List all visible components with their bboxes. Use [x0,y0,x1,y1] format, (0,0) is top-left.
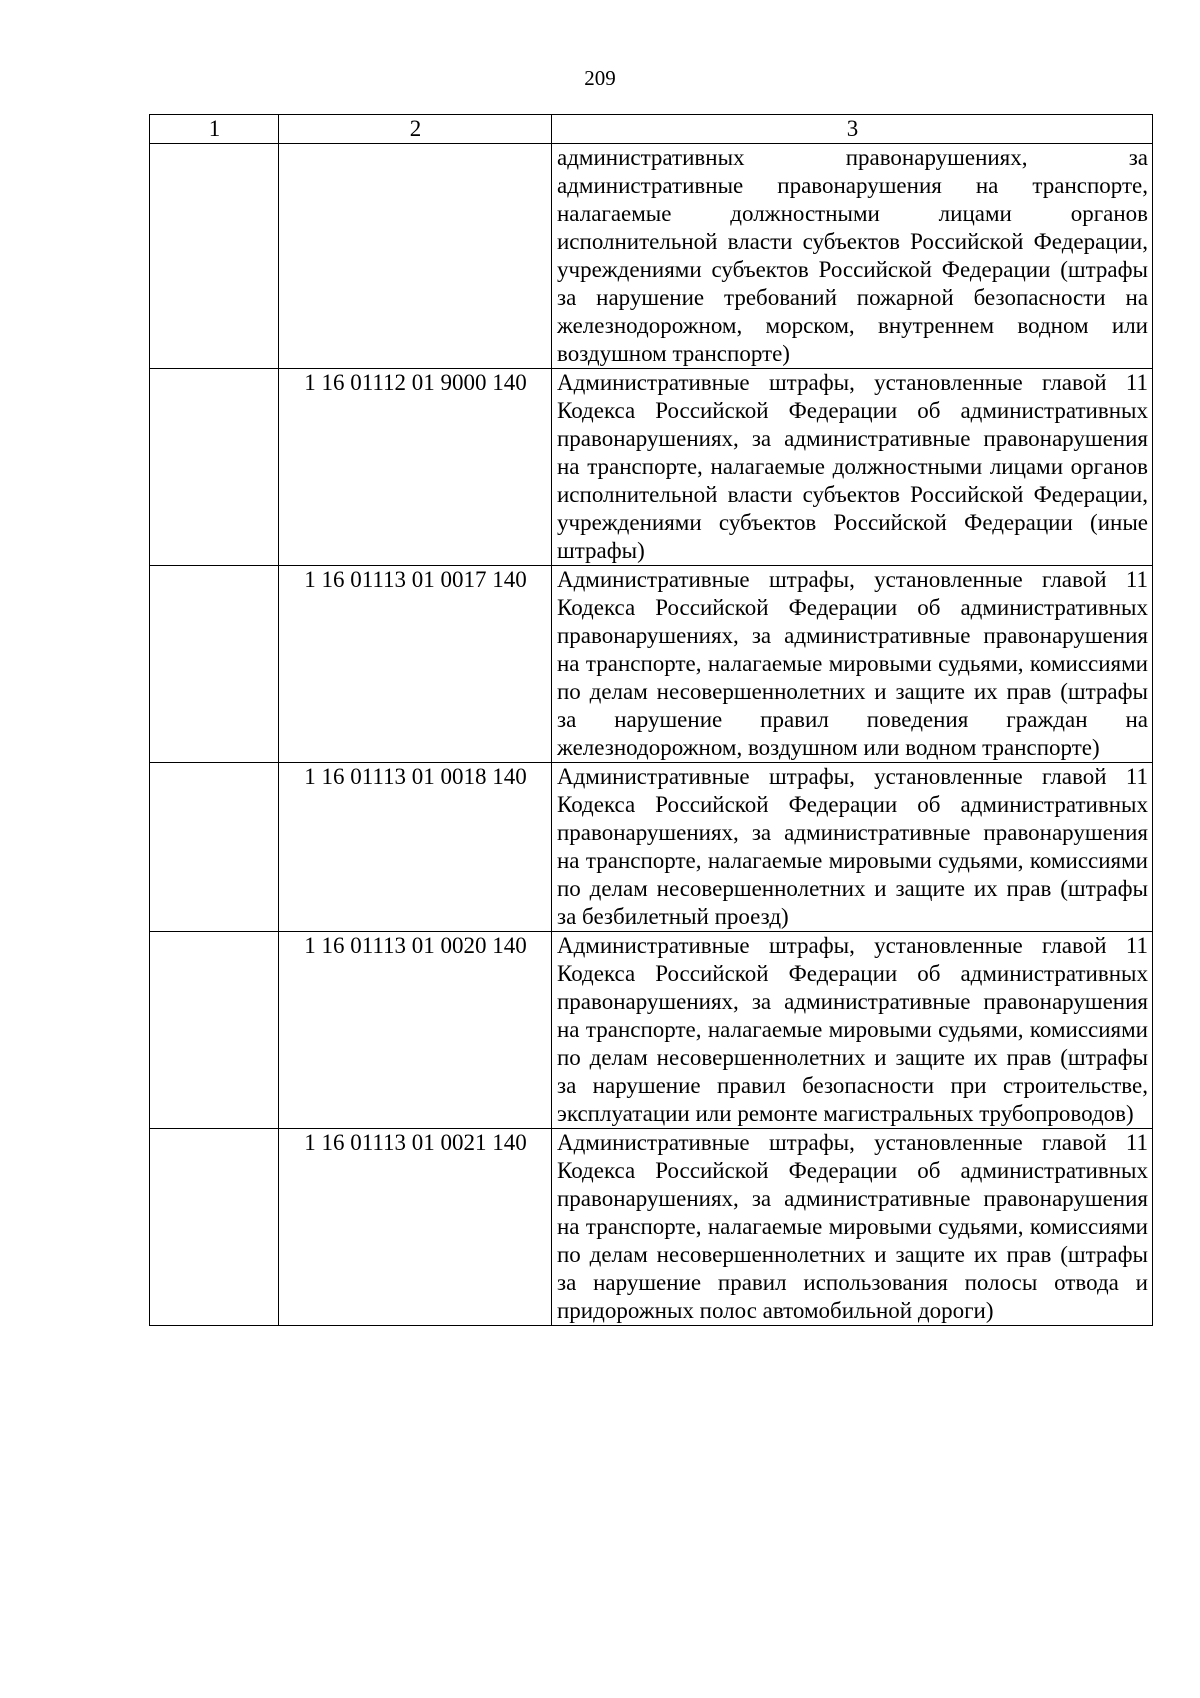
header-col-1: 1 [150,115,279,144]
table-row [150,369,1153,566]
row-col1-cell [150,763,279,932]
row-description-cell: Административные штрафы, установленные главой 11 Кодекса Российской Федерации об административных правонарушениях, за административные правонарушения на транспорте, налагаемые мировыми судьями, комиссиями по делам несовершеннолетних и защите их прав (штрафы за нарушение правил использования полосы отвода и придорожных полос автомобильной дороги) [552,1129,1153,1326]
table-row [150,1129,1153,1326]
table-row [150,932,1153,1129]
row-code-cell: 1 16 01113 01 0021 140 [279,1129,552,1326]
row-col1-cell [150,144,279,369]
header-col-3: 3 [552,115,1153,144]
row-code-cell: 1 16 01112 01 9000 140 [279,369,552,566]
budget-code-table [149,114,1153,1326]
row-description-cell: административных правонарушениях, за административные правонарушения на транспорте, налагаемые должностными лицами органов исполнительной власти субъектов Российской Федерации, учреждениями субъектов Российской Федерации (штрафы за нарушение требований пожарной безопасности на железнодорожном, морском, внутреннем водном или воздушном транспорте) [552,144,1153,369]
row-code-cell [279,144,552,369]
row-col1-cell [150,1129,279,1326]
table-row [150,763,1153,932]
row-code-cell: 1 16 01113 01 0017 140 [279,566,552,763]
row-col1-cell [150,369,279,566]
table-header-row [150,115,1153,144]
row-description-cell: Административные штрафы, установленные главой 11 Кодекса Российской Федерации об административных правонарушениях, за административные правонарушения на транспорте, налагаемые мировыми судьями, комиссиями по делам несовершеннолетних и защите их прав (штрафы за безбилетный проезд) [552,763,1153,932]
header-col-2: 2 [279,115,552,144]
row-code-cell: 1 16 01113 01 0020 140 [279,932,552,1129]
row-col1-cell [150,932,279,1129]
row-description-cell: Административные штрафы, установленные главой 11 Кодекса Российской Федерации об административных правонарушениях, за административные правонарушения на транспорте, налагаемые должностными лицами органов исполнительной власти субъектов Российской Федерации, учреждениями субъектов Российской Федерации (иные штрафы) [552,369,1153,566]
table-row [150,566,1153,763]
row-description-cell: Административные штрафы, установленные главой 11 Кодекса Российской Федерации об административных правонарушениях, за административные правонарушения на транспорте, налагаемые мировыми судьями, комиссиями по делам несовершеннолетних и защите их прав (штрафы за нарушение правил безопасности при строительстве, эксплуатации или ремонте магистральных трубопроводов) [552,932,1153,1129]
row-col1-cell [150,566,279,763]
page-number: 209 [584,66,616,90]
row-description-cell: Административные штрафы, установленные главой 11 Кодекса Российской Федерации об административных правонарушениях, за административные правонарушения на транспорте, налагаемые мировыми судьями, комиссиями по делам несовершеннолетних и защите их прав (штрафы за нарушение правил поведения граждан на железнодорожном, воздушном или водном транспорте) [552,566,1153,763]
row-code-cell: 1 16 01113 01 0018 140 [279,763,552,932]
table-row [150,144,1153,369]
